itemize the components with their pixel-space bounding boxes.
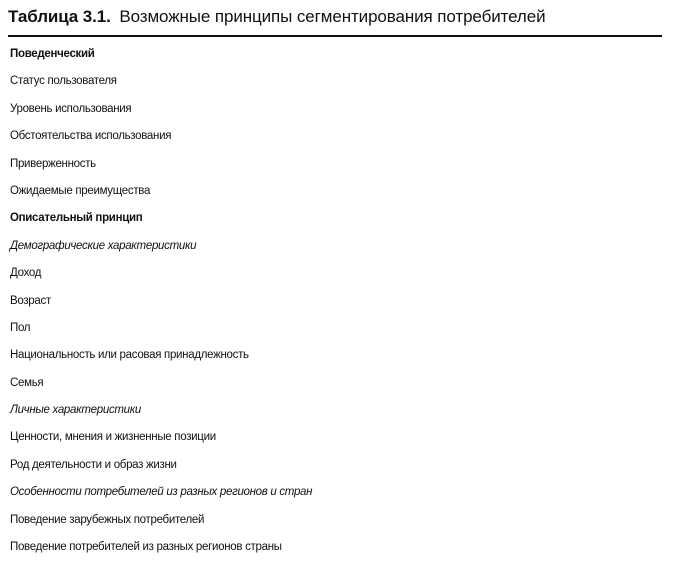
table-caption-title: Возможные принципы сегментирования потребителей xyxy=(119,7,546,26)
table-caption-label: Таблица xyxy=(8,7,79,26)
table-row: Возраст xyxy=(10,294,51,307)
table-row: Ожидаемые преимущества xyxy=(10,184,151,197)
table-caption xyxy=(8,7,545,27)
table-body xyxy=(10,41,665,561)
table-row: Демографические характеристики xyxy=(10,239,197,252)
table-row: Описательный принцип xyxy=(10,212,143,225)
table-row: Поведение зарубежных потребителей xyxy=(10,513,205,526)
table-row: Род деятельности и образ жизни xyxy=(10,458,177,471)
table-row: Обстоятельства использования xyxy=(10,130,172,143)
table-row: Поведенческий xyxy=(10,48,95,60)
table-row: Ценности, мнения и жизненные позиции xyxy=(10,431,216,444)
table-row: Доход xyxy=(10,267,42,280)
table-row: Пол xyxy=(10,321,31,334)
table-top-rule xyxy=(8,35,662,37)
table-row: Уровень использования xyxy=(10,102,132,115)
table-row: Приверженность xyxy=(10,157,96,170)
table-row: Статус пользователя xyxy=(10,75,117,88)
table-row: Семья xyxy=(10,376,44,389)
table-row: Личные характеристики xyxy=(10,404,141,417)
table-caption-number: 3.1. xyxy=(82,7,111,26)
table-row: Особенности потребителей из разных регионов и стран xyxy=(10,486,313,499)
table-row: Национальность или расовая принадлежность xyxy=(10,349,249,362)
table-row: Поведение потребителей из разных регионов страны xyxy=(10,541,282,554)
